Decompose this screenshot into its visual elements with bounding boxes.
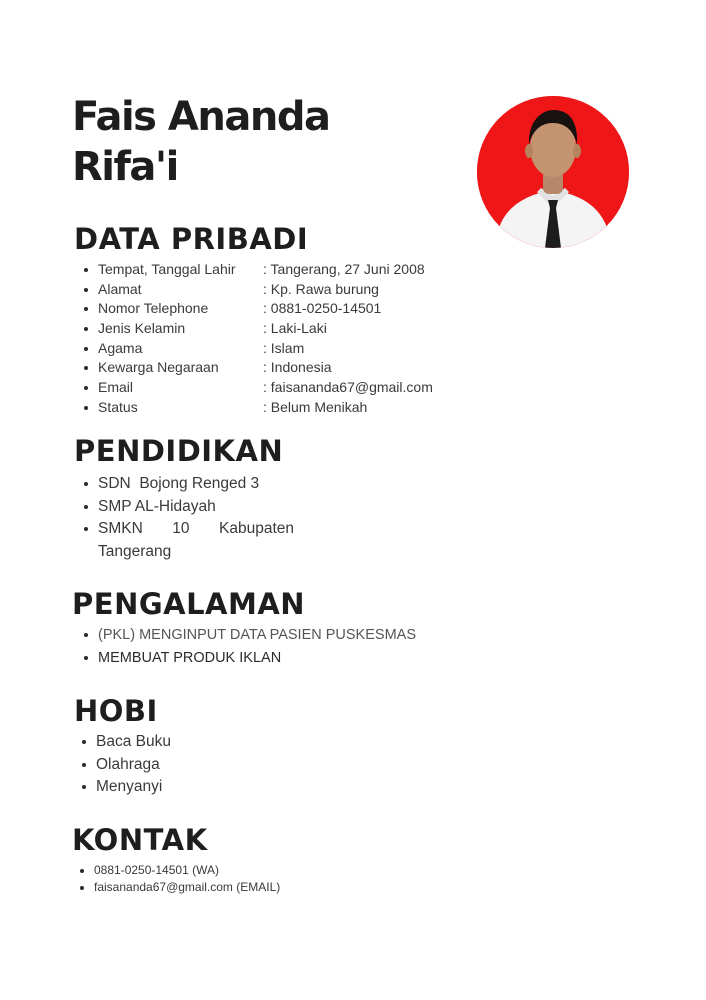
list-item: (PKL) MENGINPUT DATA PASIEN PUSKESMAS xyxy=(84,624,416,647)
section-heading-kontak: KONTAK xyxy=(72,823,208,857)
list-item: SMP AL-Hidayah xyxy=(84,496,294,519)
list-item: SDN Bojong Renged 3 xyxy=(84,473,294,496)
list-item xyxy=(84,299,433,319)
field-label: Nomor Telephone xyxy=(98,300,209,317)
field-label: Jenis Kelamin xyxy=(98,320,186,337)
list-item xyxy=(84,280,433,300)
field-value: : Belum Menikah xyxy=(263,398,368,415)
list-item: Olahraga xyxy=(82,754,171,777)
list-item xyxy=(84,260,433,280)
name-line-2: Rifa'i xyxy=(72,144,178,190)
field-value: : Tangerang, 27 Juni 2008 xyxy=(263,261,425,277)
section-heading-data-pribadi: DATA PRIBADI xyxy=(74,222,309,256)
list-item: 0881-0250-14501 (WA) xyxy=(80,862,280,879)
list-item xyxy=(84,358,433,378)
list-item: Baca Buku xyxy=(82,731,171,754)
list-item: Menyanyi xyxy=(82,776,171,799)
section-heading-pengalaman: PENGALAMAN xyxy=(72,587,306,621)
field-label: Alamat xyxy=(98,280,142,297)
field-label: Agama xyxy=(98,339,143,356)
field-value: : Kp. Rawa burung xyxy=(263,280,379,297)
field-label: Kewarga Negaraan xyxy=(98,359,219,376)
list-item xyxy=(84,378,433,398)
list-item: faisananda67@gmail.com (EMAIL) xyxy=(80,879,280,896)
list-item xyxy=(84,398,433,418)
person-name xyxy=(72,92,329,192)
section-heading-hobi: HOBI xyxy=(74,694,158,728)
personal-data-list xyxy=(84,260,433,418)
education-list xyxy=(84,473,294,563)
section-heading-pendidikan: PENDIDIKAN xyxy=(74,434,284,468)
experience-list xyxy=(84,624,416,670)
field-label: Email xyxy=(98,379,134,396)
field-value: : Laki-Laki xyxy=(263,320,327,337)
profile-photo-icon xyxy=(477,96,629,248)
profile-photo xyxy=(477,96,629,248)
field-value: : faisananda67@gmail.com xyxy=(263,379,433,396)
field-label: Tempat, Tanggal Lahir xyxy=(98,261,236,277)
contact-list xyxy=(80,862,280,896)
field-value: : 0881-0250-14501 xyxy=(263,300,382,317)
name-line-1: Fais Ananda xyxy=(72,94,330,140)
list-item xyxy=(84,319,433,339)
list-item: SMKN 10 Kabupaten Tangerang xyxy=(84,518,294,563)
list-item xyxy=(84,339,433,359)
field-value: : Islam xyxy=(263,339,305,356)
field-label: Status xyxy=(98,398,138,415)
hobby-list xyxy=(82,731,171,799)
list-item: MEMBUAT PRODUK IKLAN xyxy=(84,647,416,670)
field-value: : Indonesia xyxy=(263,359,332,376)
